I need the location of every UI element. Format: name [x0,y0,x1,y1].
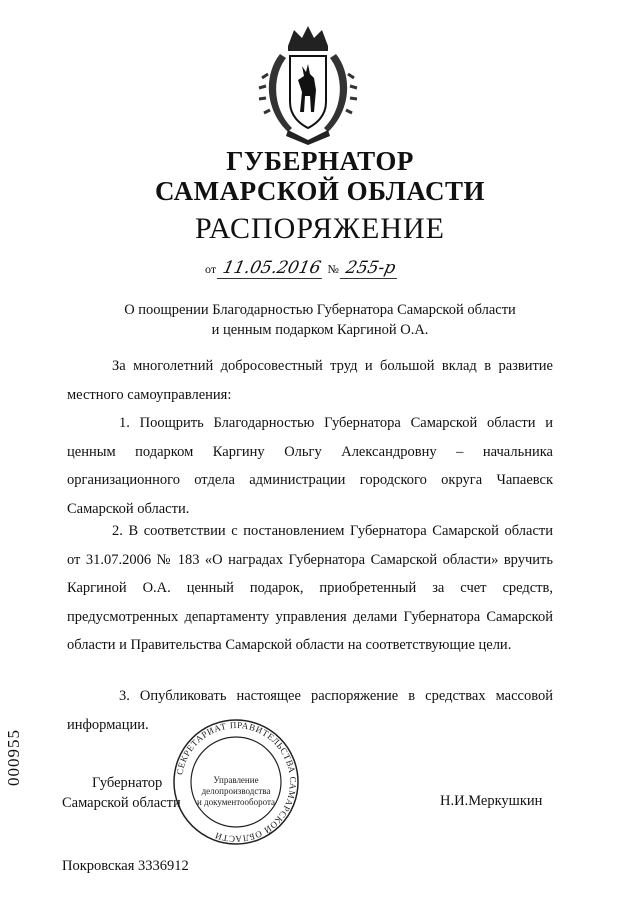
issuer-title-line1: ГУБЕРНАТОР [226,146,414,176]
stamp-center-text [196,775,276,808]
stamp-line3: и документооборота [196,797,276,807]
subject-line2: и ценным подарком Каргиной О.А. [211,322,429,338]
document-type-heading: РАСПОРЯЖЕНИЕ [194,212,446,245]
date-prefix: от [205,262,217,276]
handwritten-number: 255-р [340,258,402,279]
subject-line1: О поощрении Благодарностью Губернатора Самарской области [124,302,516,318]
document-subject [0,300,640,340]
handwritten-date: 11.05.2016 [217,258,327,279]
executor-contact: Покровская 3336912 [62,858,189,874]
samara-coat-of-arms-icon [258,24,358,146]
registration-number: 000955 [4,729,23,786]
number-label: № [327,262,339,276]
date-number-line [205,258,399,279]
signatory-title [62,773,181,813]
stamp-line2: делопроизводства [201,786,271,796]
issuer-title-line2: САМАРСКОЙ ОБЛАСТИ [154,176,486,206]
stamp-ring-text: СЕКРЕТАРИАТ ПРАВИТЕЛЬСТВА САМАРСКОЙ ОБЛАСТИ [174,719,299,845]
signatory-title-line2: Самарской области [62,795,181,811]
signatory-title-line1: Губернатор [92,775,163,791]
order-item-1: 1. Поощрить Благодарностью Губернатора Самарской области и ценным подарком Каргину Ольгу Александровну – начальника организационного отдела администрации городского округа Чапаевск Самарской области. [67,415,553,517]
stamp-line1: Управление [213,775,259,785]
signatory-name: Н.И.Меркушкин [440,793,543,809]
order-item-3: 3. Опубликовать настоящее распоряжение в средствах массовой информации. [67,688,553,733]
order-item-2: 2. В соответствии с постановлением Губернатора Самарской области от 31.07.2006 № 183 «О наградах Губернатора Самарской области» вручить Каргиной О.А. ценный подарок, приобретенный за счет средств, предусмотренных департаменту управления делами Губернатора Самарской области и Правительства Самарской области на соответствующие цели. [67,523,553,653]
intro-paragraph: За многолетний добросовестный труд и большой вклад в развитие местного самоуправления: [67,358,553,403]
